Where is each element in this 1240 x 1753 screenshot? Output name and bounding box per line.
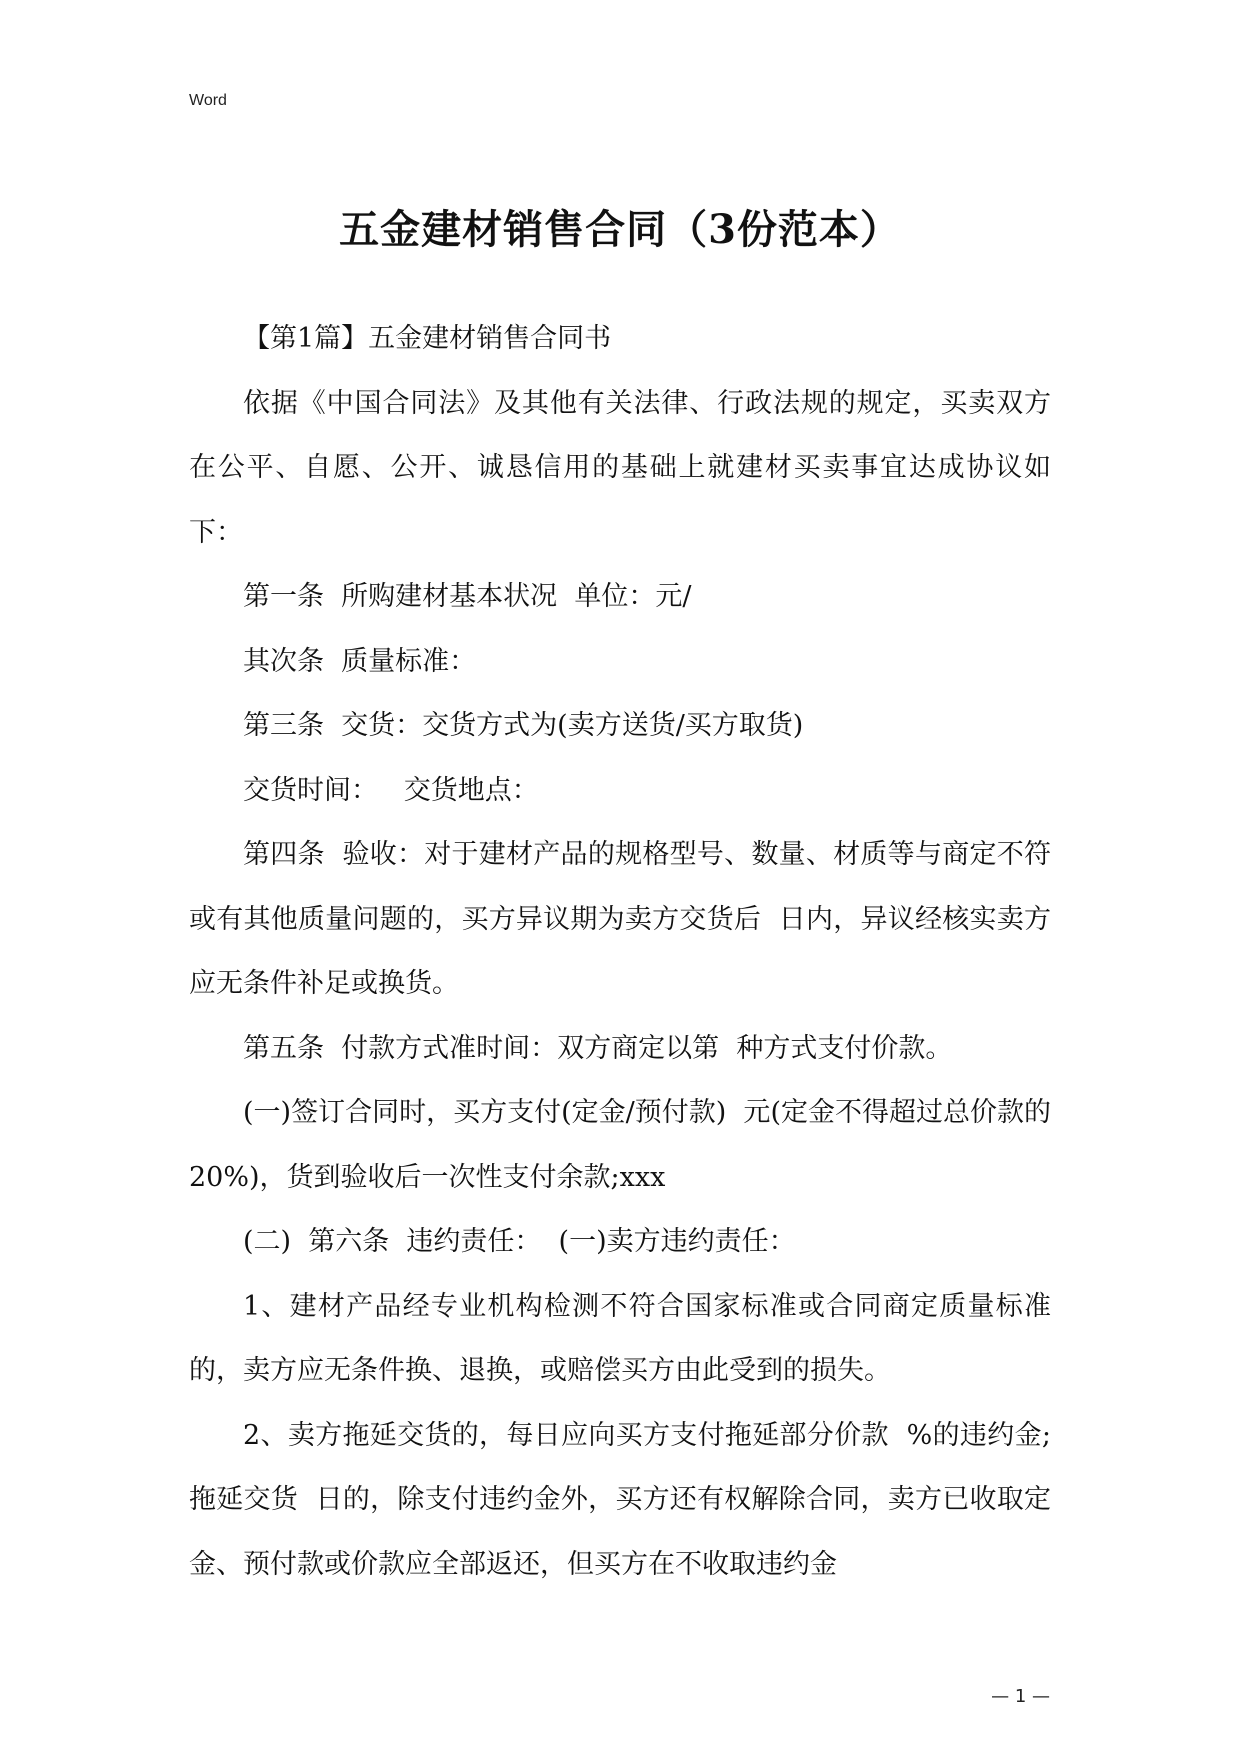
paragraph: 第三条 交货：交货方式为(卖方送货/买方取货) xyxy=(243,710,804,741)
paragraph: 其次条 质量标准： xyxy=(243,645,477,677)
paragraph: (一)签订合同时，买方支付(定金/预付款) 元(定金不得超过总价款的20%)，货到验收后一次性支付余款;xxx xyxy=(189,1097,1051,1193)
page-number: — 1 — xyxy=(991,1686,1050,1707)
paragraph-section-heading: 【第1篇】五金建材销售合同书 xyxy=(243,323,612,354)
paragraph: 1、建材产品经专业机构检测不符合国家标准或合同商定质量标准的，卖方应无条件换、退换，或赔偿买方由此受到的损失。 xyxy=(189,1290,1051,1386)
header-label: Word xyxy=(189,92,227,109)
paragraph: 依据《中国合同法》及其他有关法律、行政法规的规定，买卖双方在公平、自愿、公开、诚恳信用的基础上就建材买卖事宜达成协议如下： xyxy=(189,387,1051,548)
document-title: 五金建材销售合同（3份范本） xyxy=(339,206,901,253)
paragraph: (二) 第六条 违约责任： (一)卖方违约责任： xyxy=(243,1226,796,1257)
document-body xyxy=(189,307,1051,1597)
paragraph: 第四条 验收：对于建材产品的规格型号、数量、材质等与商定不符或有其他质量问题的，买方异议期为卖方交货后 日内，异议经核实卖方应无条件补足或换货。 xyxy=(189,839,1051,999)
paragraph: 第五条 付款方式准时间：双方商定以第 种方式支付价款。 xyxy=(243,1032,953,1064)
paragraph: 第一条 所购建材基本状况 单位：元/ xyxy=(243,581,692,612)
paragraph: 2、卖方拖延交货的，每日应向买方支付拖延部分价款 %的违约金;拖延交货 日的，除支付违约金外，买方还有权解除合同，卖方已收取定金、预付款或价款应全部返还，但买方在不收取违约金 xyxy=(189,1419,1051,1580)
paragraph: 交货时间： 交货地点： xyxy=(243,774,539,806)
